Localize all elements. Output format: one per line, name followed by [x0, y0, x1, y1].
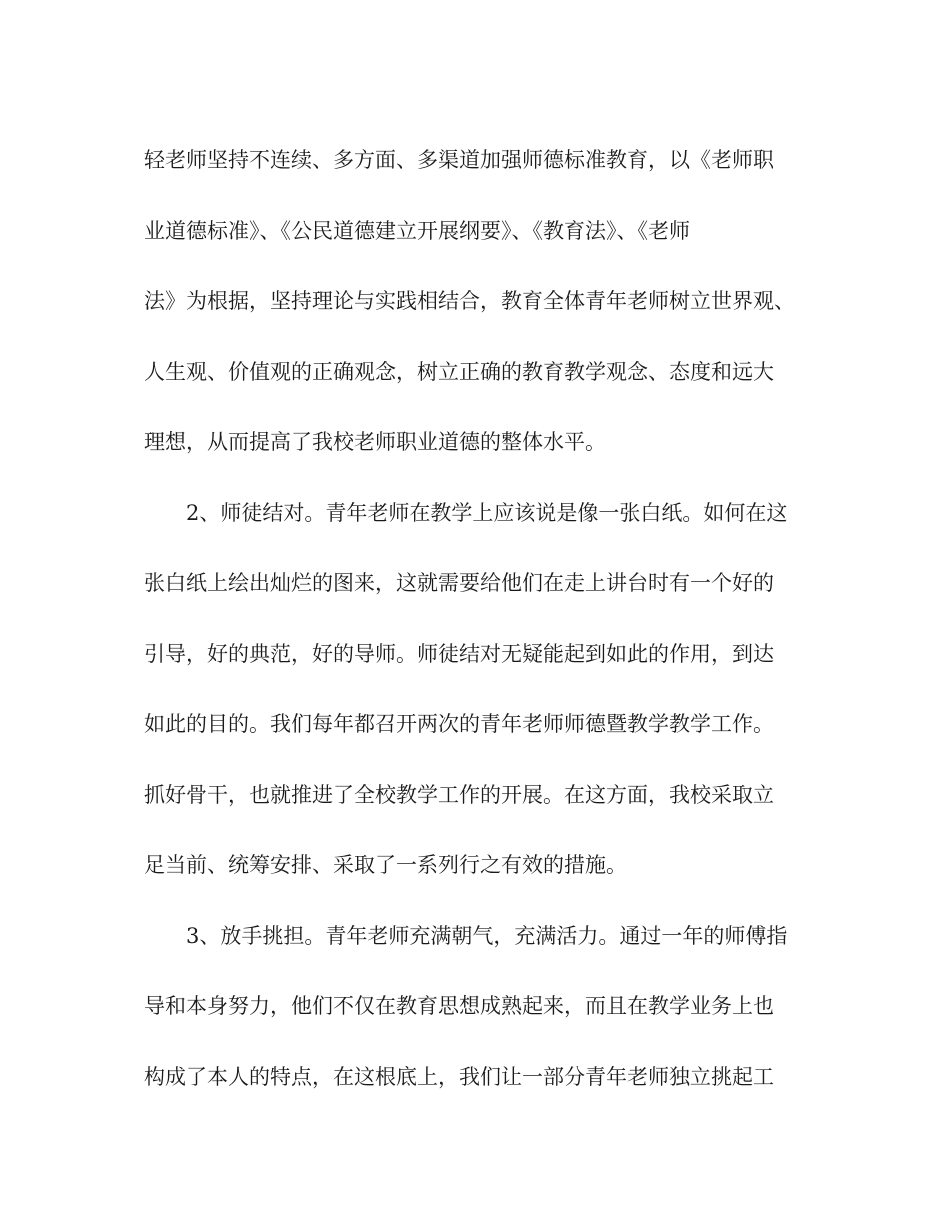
- text-line: 轻老师坚持不连续、多方面、多渠道加强师德标准教育，以《老师职: [144, 148, 774, 172]
- text-line: 业道德标准》、《公民道德建立开展纲要》、《教育法》、《老师: [144, 218, 690, 243]
- text-line: 3、放手挑担。青年老师充满朝气，充满活力。通过一年的师傅指: [144, 923, 788, 948]
- text-line: 引导，好的典范，好的导师。师徒结对无疑能起到如此的作用，到达: [144, 641, 774, 666]
- text-line: 人生观、价值观的正确观念，树立正确的教育教学观念、态度和远大: [144, 359, 774, 384]
- text-line: 法》为根据，坚持理论与实践相结合，教育全体青年老师树立世界观、: [144, 289, 795, 313]
- text-line: 构成了本人的特点，在这根底上，我们让一部分青年老师独立挑起工: [144, 1064, 774, 1089]
- text-line: 张白纸上绘出灿烂的图来，这就需要给他们在走上讲台时有一个好的: [144, 571, 774, 595]
- body-text: [144, 125, 814, 1112]
- text-line: 如此的目的。我们每年都召开两次的青年老师师德暨教学教学工作。: [144, 712, 774, 736]
- text-line: 理想，从而提高了我校老师职业道德的整体水平。: [144, 430, 606, 454]
- text-line: 2、师徒结对。青年老师在教学上应该说是像一张白纸。如何在这: [144, 500, 788, 525]
- text-line: 足当前、统筹安排、采取了一系列行之有效的措施。: [144, 853, 627, 877]
- text-line: 导和本身努力，他们不仅在教育思想成熟起来，而且在教学业务上也: [144, 994, 774, 1018]
- text-line: 抓好骨干，也就推进了全校教学工作的开展。在这方面，我校采取立: [144, 782, 774, 807]
